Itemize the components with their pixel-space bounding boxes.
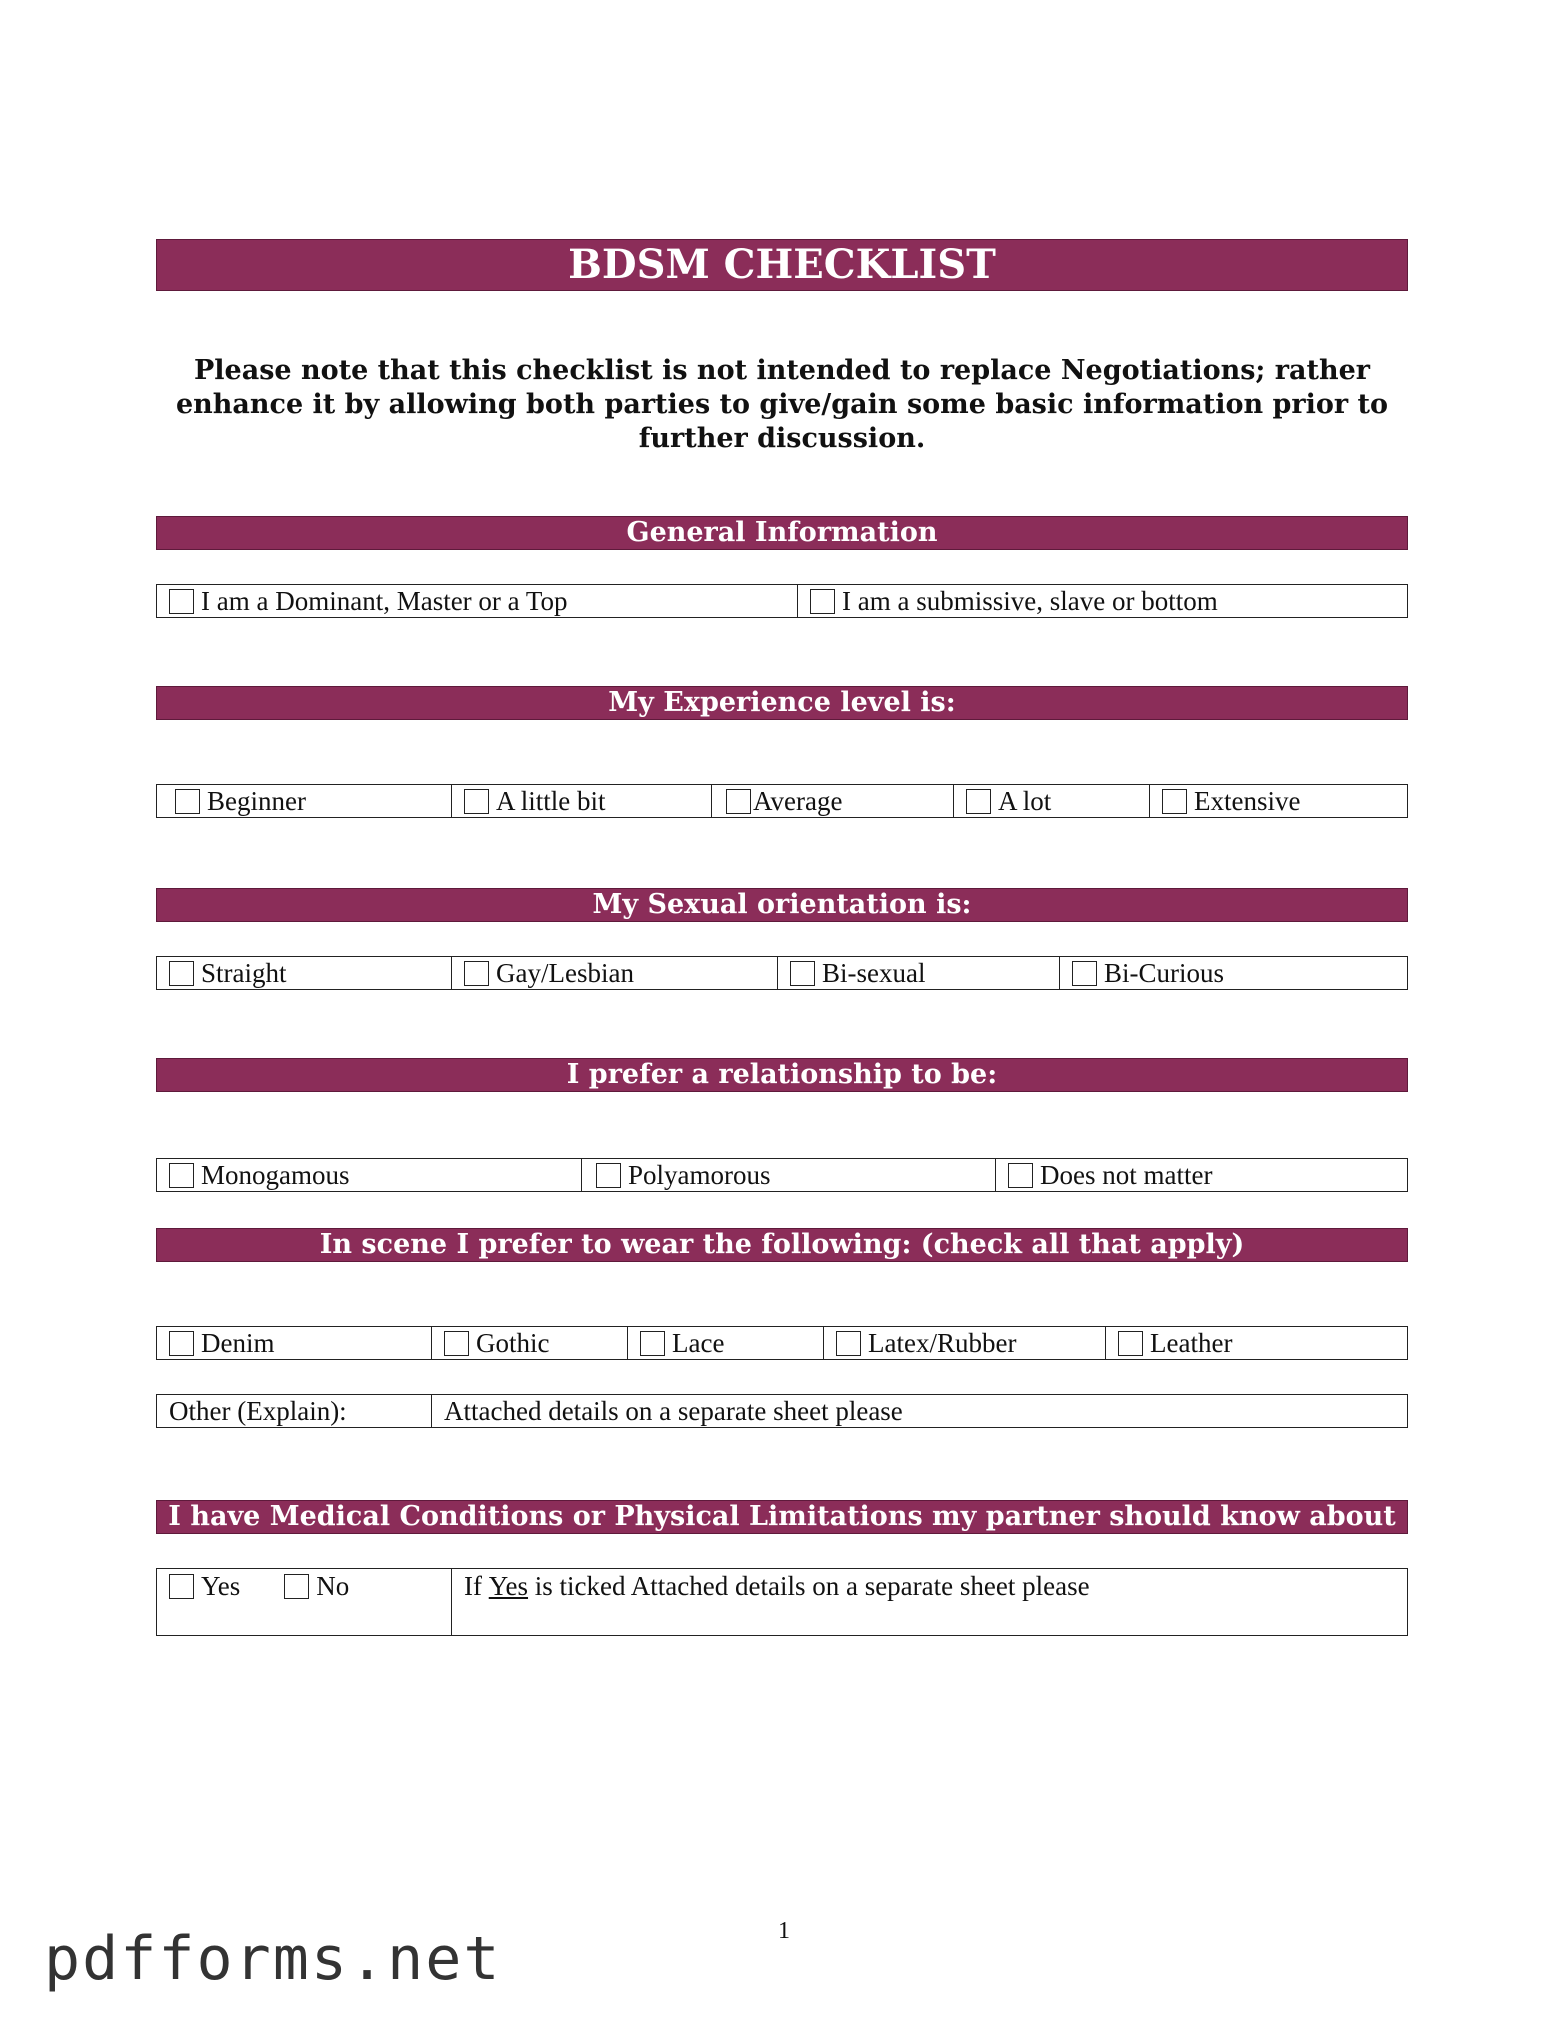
checkbox-straight[interactable]	[169, 961, 194, 986]
option-polyamorous[interactable]	[581, 1159, 995, 1191]
checkbox-polyamorous[interactable]	[596, 1163, 621, 1188]
checkbox-bi-sexual[interactable]	[790, 961, 815, 986]
page-number: 1	[778, 1918, 790, 1944]
option-dominant[interactable]	[169, 585, 789, 617]
general-options-row	[156, 584, 1408, 618]
option-medical-yes[interactable]	[169, 1571, 240, 1602]
label-bi-sexual: Bi-sexual	[822, 957, 926, 988]
intro-note: Please note that this checklist is not intended to replace Negotiations; rather enhance it by allowing both parties to give/gain some basic information prior to further discussion.	[175, 355, 1389, 454]
checkbox-lace[interactable]	[640, 1331, 665, 1356]
section-wear-heading: In scene I prefer to wear the following: (check all that apply)	[156, 1228, 1408, 1262]
section-experience-heading: My Experience level is:	[156, 686, 1408, 720]
label-polyamorous: Polyamorous	[628, 1159, 771, 1190]
option-a-lot[interactable]	[953, 785, 1149, 817]
option-lace[interactable]	[627, 1327, 823, 1359]
label-lace: Lace	[672, 1327, 725, 1358]
option-a-little-bit[interactable]	[451, 785, 711, 817]
section-general-heading: General Information	[156, 516, 1408, 550]
option-extensive[interactable]	[1149, 785, 1407, 817]
checkbox-monogamous[interactable]	[169, 1163, 194, 1188]
option-denim[interactable]	[169, 1327, 431, 1359]
watermark: pdfforms.net	[44, 1924, 502, 1994]
option-does-not-matter[interactable]	[995, 1159, 1407, 1191]
checkbox-a-little-bit[interactable]	[464, 789, 489, 814]
checkbox-submissive[interactable]	[810, 589, 835, 614]
checkbox-denim[interactable]	[169, 1331, 194, 1356]
label-straight: Straight	[201, 957, 287, 988]
orientation-options-row	[156, 956, 1408, 990]
label-latex-rubber: Latex/Rubber	[868, 1327, 1017, 1358]
option-bi-curious[interactable]	[1059, 957, 1407, 989]
label-a-little-bit: A little bit	[496, 785, 606, 816]
medical-yes-no-cell	[169, 1569, 451, 1635]
form-title: BDSM CHECKLIST	[156, 239, 1408, 291]
section-orientation-heading: My Sexual orientation is:	[156, 888, 1408, 922]
medical-detail-prefix: If	[464, 1571, 482, 1601]
option-medical-no[interactable]	[284, 1571, 349, 1602]
other-explain-value: Attached details on a separate sheet please	[444, 1395, 903, 1426]
label-average: Average	[753, 785, 843, 816]
checkbox-does-not-matter[interactable]	[1008, 1163, 1033, 1188]
option-beginner[interactable]	[175, 785, 449, 817]
checkbox-medical-yes[interactable]	[169, 1574, 194, 1599]
label-does-not-matter: Does not matter	[1040, 1159, 1213, 1190]
option-submissive[interactable]	[797, 585, 1407, 617]
option-latex-rubber[interactable]	[823, 1327, 1105, 1359]
option-leather[interactable]	[1105, 1327, 1407, 1359]
label-bi-curious: Bi-Curious	[1104, 957, 1225, 988]
label-gay-lesbian: Gay/Lesbian	[496, 957, 634, 988]
checkbox-medical-no[interactable]	[284, 1574, 309, 1599]
option-monogamous[interactable]	[169, 1159, 581, 1191]
checkbox-latex-rubber[interactable]	[836, 1331, 861, 1356]
checkbox-bi-curious[interactable]	[1072, 961, 1097, 986]
label-submissive: I am a submissive, slave or bottom	[842, 585, 1218, 616]
experience-options-row	[156, 784, 1408, 818]
option-gothic[interactable]	[431, 1327, 627, 1359]
label-denim: Denim	[201, 1327, 275, 1358]
checkbox-average[interactable]	[726, 789, 751, 814]
checkbox-leather[interactable]	[1118, 1331, 1143, 1356]
checkbox-extensive[interactable]	[1162, 789, 1187, 814]
medical-detail-suffix: is ticked Attached details on a separate sheet please	[534, 1571, 1090, 1601]
checkbox-gothic[interactable]	[444, 1331, 469, 1356]
option-straight[interactable]	[169, 957, 449, 989]
medical-row	[156, 1568, 1408, 1636]
label-beginner: Beginner	[207, 785, 306, 816]
checkbox-a-lot[interactable]	[966, 789, 991, 814]
option-bi-sexual[interactable]	[777, 957, 1059, 989]
other-explain-label: Other (Explain):	[169, 1395, 347, 1426]
medical-details-field[interactable]	[451, 1569, 1407, 1635]
label-gothic: Gothic	[476, 1327, 550, 1358]
relationship-options-row	[156, 1158, 1408, 1192]
label-a-lot: A lot	[998, 785, 1052, 816]
checkbox-beginner[interactable]	[175, 789, 200, 814]
label-dominant: I am a Dominant, Master or a Top	[201, 585, 568, 616]
label-monogamous: Monogamous	[201, 1159, 350, 1190]
wear-options-row	[156, 1326, 1408, 1360]
section-relationship-heading: I prefer a relationship to be:	[156, 1058, 1408, 1092]
section-medical-heading: I have Medical Conditions or Physical Limitations my partner should know about	[156, 1500, 1408, 1534]
label-medical-no: No	[316, 1571, 350, 1601]
other-explain-field[interactable]	[431, 1395, 1407, 1427]
label-medical-yes: Yes	[201, 1571, 241, 1601]
other-label-cell	[169, 1395, 431, 1427]
option-average[interactable]	[711, 785, 953, 817]
label-leather: Leather	[1150, 1327, 1233, 1358]
label-extensive: Extensive	[1194, 785, 1301, 816]
option-gay-lesbian[interactable]	[451, 957, 777, 989]
wear-other-row	[156, 1394, 1408, 1428]
medical-detail-yes: Yes	[488, 1571, 529, 1601]
checkbox-dominant[interactable]	[169, 589, 194, 614]
checkbox-gay-lesbian[interactable]	[464, 961, 489, 986]
